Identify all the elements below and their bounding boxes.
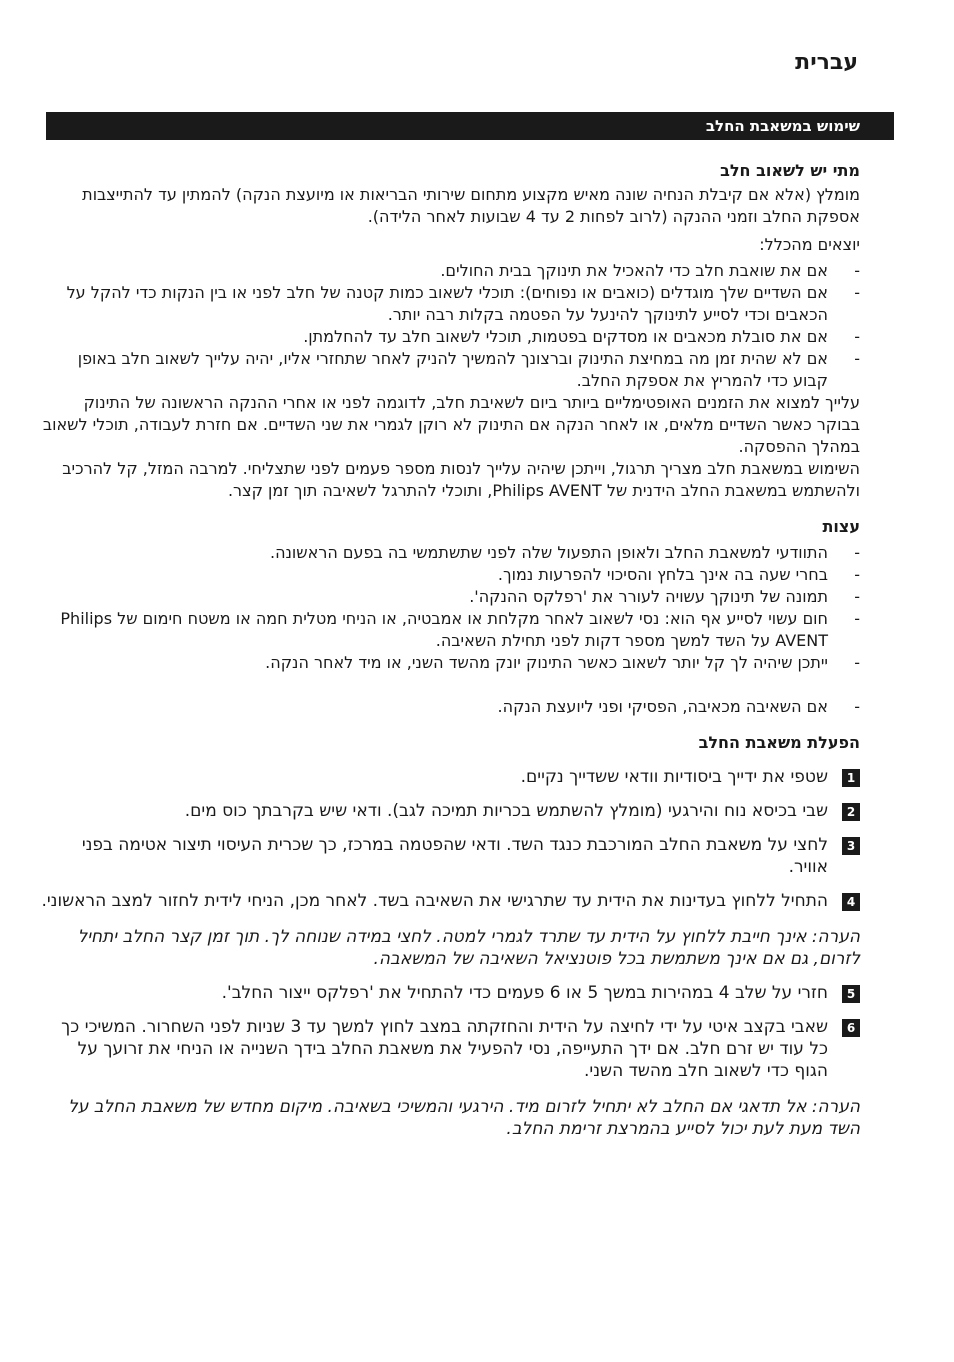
page-content [40,160,860,1140]
dash-bullet: - [854,609,860,628]
list-item: - תמונה של תינוקך עשויה לעורר את 'רפלקס ההנקה'. [469,587,860,606]
dash-bullet: - [854,327,860,346]
step-number-badge: 4 [842,893,860,911]
dash-bullet: - [854,587,860,606]
list-item: - התוודעי למשאבת החלב ולאופן התפעול שלה לפני שתשתמשי בה בפעם הראשונה. [269,543,860,562]
step-item: 5 חזרי על שלב 4 במהירות במשך 5 או 6 פעמים כדי להתחיל את 'רפלקס ייצור החלב'. [40,982,860,1004]
when-heading: מתי יש לשאוב חלב [720,161,860,180]
step-number-badge: 5 [842,985,860,1003]
dash-bullet: - [854,565,860,584]
section-title-bar: שימוש במשאבת החלב [46,112,894,140]
exceptions-label: יוצאים מהכלל: [759,235,860,254]
step-item: 4 התחיל ללחוץ בעדינות את הידית עד שתרגישי את השאיבה בשד. לאחר מכן, הניחי לידית לחזור למצב הראשוני. [40,890,860,912]
dash-bullet: - [854,261,860,280]
when-intro: מומלץ (אלא אם קיבלת הנחיה שונה מאיש מקצוע מתחום שירותי הבריאות או מיועצת הנקה) להמתין עד להתייצבות אספקת החלב וזמני ההנקה (לרוב לפחות 2 עד 4 שבועות לאחר הלידה). [82,185,860,226]
list-item: - אם השדיים שלך מוגדלים (כואבים או נפוחים): תוכלי לשאוב כמות קטנה של חלב לפני או בין הנקות כדי להקל על הכאבים וכדי לסייע לתינוקך להינעל על הפטמה בקלות רבה יותר. [66,283,860,324]
step-number-badge: 3 [842,837,860,855]
step-number-badge: 6 [842,1019,860,1037]
dash-bullet: - [854,697,860,716]
step-item: 6 שאבי בקצב איטי על ידי לחיצה על הידית והחזקתה במצב לחוץ למשך עד 3 שניות לפני השחרור. המשיכי כך כל עוד יש זרם חלב. אם ידך התעייפה, נסי להפעיל את משאבת החלב בידך השנייה או הניחי את זרועך על הגוף כדי לשאוב חלב מהשד השני. [40,1016,860,1082]
language-title: עברית [795,50,858,75]
steps-list-2 [40,982,860,1082]
step-number-badge: 2 [842,803,860,821]
note-2: הערה: אל תדאגי אם החלב לא יתחיל לזרום מיד. הירגעי והמשיכי בשאיבה. מיקום מחדש של משאבת החלב על השד מעת לעת יכול לסייע בהמרצת זרימת החלב. [68,1097,860,1139]
timing-paragraph: עלייך למצוא את הזמנים האופטימליים ביותר ביום לשאיבת חלב, לדוגמה לפני או אחרי ההנקה הראשונה של התינוק בבוקר כאשר השדיים מלאים, או לאחר הנקה אם התינוק לא רוקן לגמרי את שני השדיים. אם חזרת לעבודה, תוכלי לשאוב במהלך ההפסקה. [42,393,860,456]
tips-heading: עצות [822,517,860,536]
list-item: - אם השאיבה מכאיבה, הפסיקי ופני ליועצת הנקה. [497,697,860,716]
dash-bullet: - [854,283,860,302]
dash-bullet: - [854,543,860,562]
operation-heading: הפעלת משאבת החלב [698,733,860,752]
dash-bullet: - [854,653,860,672]
list-item: - ייתכן שיהיה לך קל יותר לשאוב כאשר התינוק יונק מהשד השני, או מיד לאחר הנקה. [265,653,860,672]
list-item: - חום עשוי לסייע אף הוא: נסי לשאוב לאחר מקלחת או אמבטיה, או הניחי מטלית חמה או משטח חימום של Philips AVENT על השד למשך מספר דקות לפני תחילת השאיבה. [60,609,860,650]
exceptions-list [40,260,860,392]
list-item: - אם את שואבת חלב כדי להאכיל את תינוקך בבית החולים. [440,261,860,280]
note-1: הערה: אינך חייבת ללחוץ על הידית עד שתרד לגמרי למטה. לחצי במידה שנוחה לך. תוך זמן קצר החלב יתחיל לזרום, גם אם אינך משתמשת בכל פוטנציאל השאיבה של המשאבה. [77,927,860,969]
manual-page [41,0,894,1362]
step-item: 3 לחצי על משאבת החלב המורכבת כנגד השד. ודאי שהפטמה במרכז, כך שכרית העיסוי תיצור אטימה בפני אוויר. [40,834,860,878]
list-item: - בחרי שעה בה אינך בלחץ והסיכוי להפרעות נמוך. [497,565,860,584]
step-item: 1 שטפי את ידייך ביסודיות וודאי ששדייך נקיים. [40,766,860,788]
practice-paragraph: השימוש במשאבת חלב מצריך תרגול, וייתכן שיהיה עלייך לנסות מספר פעמים לפני שתצליחי. למרבה המזל, קל להרכיב ולהשתמש במשאבת החלב הידנית של Philips AVENT, ותוכלי להתרגל לשאיבה תוך זמן קצר. [62,459,860,500]
list-spacer [40,674,860,696]
steps-list-1 [40,766,860,912]
step-item: 2 שבי בכיסא נוח והירגעי (מומלץ להשתמש בכריות תמיכה לגב). ודאי שיש בקרבתך כוס מים. [40,800,860,822]
list-item: - אם לא שהית זמן מה במחיצת התינוק וברצונך להמשיך להניק לאחר שתחזרי אליו, יהיה עלייך לשאוב חלב באופן קבוע כדי להמריץ את אספקת החלב. [77,349,860,390]
dash-bullet: - [854,349,860,368]
step-number-badge: 1 [842,769,860,787]
tips-list [40,542,860,718]
list-item: - אם את סובלת מכאבים או מסדקים בפטמות, תוכלי לשאוב חלב עד להחלמתן. [303,327,860,346]
